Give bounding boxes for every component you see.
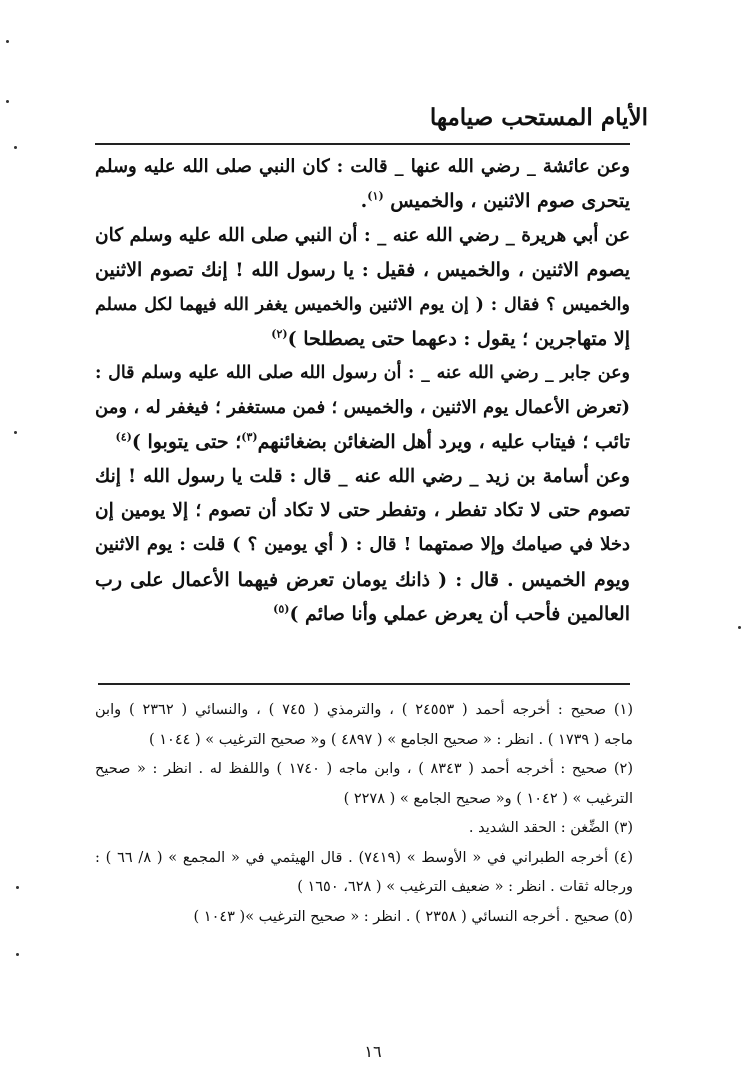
footnote-line bbox=[95, 696, 633, 726]
text-line bbox=[95, 356, 630, 390]
footnote-line bbox=[95, 785, 633, 815]
scan-speck bbox=[738, 626, 741, 629]
text-line bbox=[95, 425, 630, 459]
footnotes-block bbox=[95, 696, 633, 932]
page-header-title: الأيام المستحب صيامها bbox=[429, 104, 648, 131]
line-text: يتحرى صوم الاثنين ، والخميس bbox=[383, 190, 630, 213]
scan-speck bbox=[16, 886, 19, 889]
text-line bbox=[95, 219, 630, 253]
text-line bbox=[95, 460, 630, 494]
text-line bbox=[95, 253, 630, 287]
line-text: إلا متهاجرين ؛ يقول : دعهما حتى يصطلحا ) bbox=[287, 327, 630, 350]
line-text: ويوم الخميس . قال : ( ذانك يومان تعرض فيهما الأعمال على رب bbox=[95, 568, 630, 591]
text-line bbox=[95, 528, 630, 562]
footnote-text: ماجه ( ١٧٣٩ ) . انظر : « صحيح الجامع » ( ٤٨٩٧ ) و« صحيح الترغيب » ( ١٠٤٤ ) bbox=[148, 731, 633, 748]
line-text: دخلا في صيامك وإلا صمتهما ! قال : ( أي يومين ؟ ) قلت : يوم الاثنين bbox=[95, 534, 630, 556]
line-text: يصوم الاثنين ، والخميس ، فقيل : يا رسول الله ! إنك تصوم الاثنين bbox=[95, 259, 630, 282]
text-line bbox=[95, 494, 630, 528]
footnote-text: ورجاله ثقات . انظر : « ضعيف الترغيب » ( ٦٢٨، ١٦٥٠ ) bbox=[297, 879, 633, 895]
line-text: العالمين فأحب أن يعرض عملي وأنا صائم ) bbox=[289, 603, 630, 626]
footnote-line bbox=[95, 873, 633, 903]
footnote-text: (٤) أخرجه الطبراني في « الأوسط » (٧٤١٩) . قال الهيثمي في « المجمع » ( ٨/ ٦٦ ) : bbox=[95, 849, 633, 866]
text-line bbox=[95, 322, 630, 356]
footnote-divider bbox=[98, 683, 630, 685]
text-line bbox=[95, 150, 630, 184]
footnote-line bbox=[95, 814, 633, 844]
footnote-text: (١) صحيح : أخرجه أحمد ( ٢٤٥٥٣ ) ، والترمذي ( ٧٤٥ ) ، والنسائي ( ٢٣٦٢ ) وابن bbox=[95, 702, 633, 718]
text-line bbox=[95, 597, 630, 631]
footnote-text: (٥) صحيح . أخرجه النسائي ( ٢٣٥٨ ) . انظر : « صحيح الترغيب »( ١٠٤٣ ) bbox=[193, 908, 633, 925]
scan-speck bbox=[14, 431, 17, 434]
footnote-marker: (٣) bbox=[241, 430, 258, 444]
line-text-tail: ؛ حتى يتوبوا ) bbox=[131, 431, 242, 454]
footnote-line bbox=[95, 755, 633, 785]
main-text-block bbox=[95, 150, 630, 631]
line-text: والخميس ؟ فقال : ( إن يوم الاثنين والخميس يغفر الله فيهما لكل مسلم bbox=[95, 294, 630, 315]
scan-speck bbox=[6, 100, 9, 103]
footnote-line bbox=[95, 726, 633, 756]
line-text: (تعرض الأعمال يوم الاثنين ، والخميس ؛ فمن مستغفر ؛ فيغفر له ، ومن bbox=[95, 396, 630, 418]
header-divider bbox=[95, 143, 630, 145]
footnote-marker: (٤) bbox=[115, 430, 132, 444]
footnote-marker: (١) bbox=[367, 190, 384, 204]
text-line bbox=[95, 391, 630, 425]
line-text-tail: . bbox=[360, 190, 368, 213]
line-text: وعن أسامة بن زيد _ رضي الله عنه _ قال : قلت يا رسول الله ! إنك bbox=[95, 465, 630, 487]
footnote-marker: (٢) bbox=[271, 327, 288, 341]
footnote-line bbox=[95, 903, 633, 933]
text-line bbox=[95, 288, 630, 322]
text-line bbox=[95, 563, 630, 597]
footnote-marker: (٥) bbox=[273, 602, 290, 616]
footnote-line bbox=[95, 844, 633, 874]
line-text: تصوم حتى لا تكاد تفطر ، وتفطر حتى لا تكاد أن تصوم ؛ إلا يومين إن bbox=[95, 499, 630, 521]
scan-speck bbox=[6, 40, 9, 43]
line-text: وعن عائشة _ رضي الله عنها _ قالت : كان النبي صلى الله عليه وسلم bbox=[95, 156, 630, 177]
footnote-text: (٣) الضِّغن : الحقد الشديد . bbox=[468, 820, 633, 836]
line-text: وعن جابر _ رضي الله عنه _ : أن رسول الله صلى الله عليه وسلم قال : bbox=[95, 363, 630, 384]
scan-speck bbox=[16, 953, 19, 956]
line-text: عن أبي هريرة _ رضي الله عنه _ : أن النبي صلى الله عليه وسلم كان bbox=[95, 224, 630, 246]
footnote-text: (٢) صحيح : أخرجه أحمد ( ٨٣٤٣ ) ، وابن ماجه ( ١٧٤٠ ) واللفظ له . انظر : « صحيح bbox=[95, 761, 633, 777]
footnote-text: الترغيب » ( ١٠٤٢ ) و« صحيح الجامع » ( ٢٢٧٨ ) bbox=[343, 790, 633, 807]
page-number: ١٦ bbox=[364, 1042, 382, 1061]
scan-speck bbox=[14, 146, 17, 149]
line-text: تائب ؛ فيتاب عليه ، ويرد أهل الضغائن بضغائنهم bbox=[257, 431, 630, 454]
text-line bbox=[95, 184, 630, 218]
